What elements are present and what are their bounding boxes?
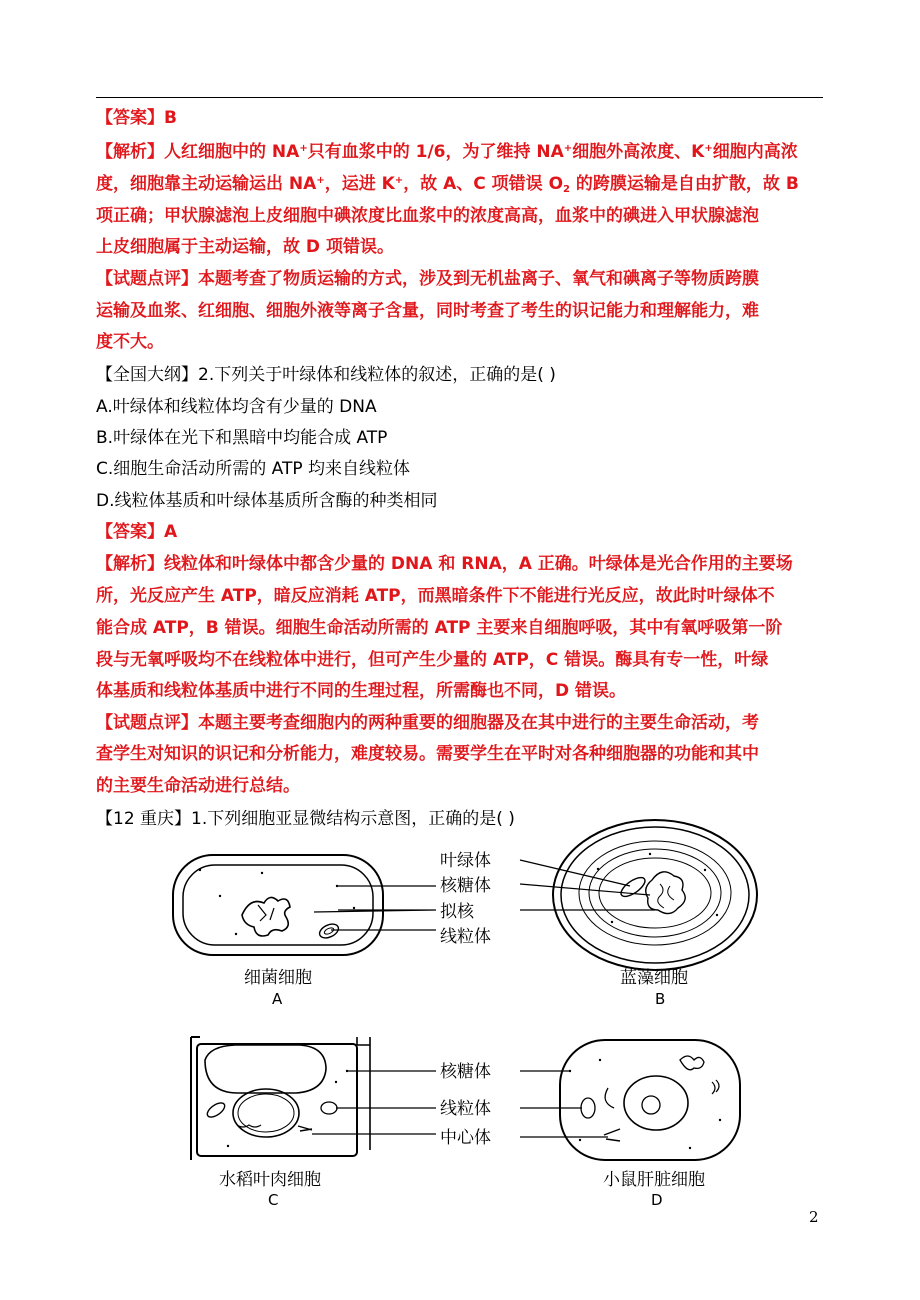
analysis-label: 【解析】 bbox=[96, 554, 164, 574]
q2-analysis-line-5: 体基质和线粒体基质中进行不同的生理过程，所需酶也不同，D 错误。 bbox=[96, 681, 627, 701]
q1-analysis-line-2: 度，细胞靠主动运输运出 NA+，运进 K+，故 A、C 项错误 $O_2$ 的跨膜运输是自由扩散，故 B bbox=[96, 174, 799, 195]
cell-d-name: 小鼠肝脏细胞 bbox=[603, 1170, 705, 1190]
label-ribosome-2: 核糖体 bbox=[440, 1062, 491, 1082]
q1-analysis-line-4: 上皮细胞属于主动运输，故 D 项错误。 bbox=[96, 237, 394, 257]
q2-comment-line-2: 查学生对知识的识记和分析能力，难度较易。需要学生在平时对各种细胞器的功能和其中 bbox=[96, 744, 759, 764]
label-mitochondrion: 线粒体 bbox=[440, 927, 491, 947]
comment-label: 【试题点评】 bbox=[96, 713, 198, 733]
q1-comment-line-2: 运输及血浆、红细胞、细胞外液等离子含量，同时考查了考生的识记能力和理解能力，难 bbox=[96, 301, 759, 321]
q2-comment-line-3: 的主要生命活动进行总结。 bbox=[96, 776, 300, 796]
q2-analysis-line-2: 所，光反应产生 ATP，暗反应消耗 ATP，而黑暗条件下不能进行光反应，故此时叶绿体不 bbox=[96, 586, 775, 606]
cell-d-mouse-liver bbox=[560, 1040, 740, 1160]
q1-comment-line-3: 度不大。 bbox=[96, 332, 164, 352]
q2-option-d: D.线粒体基质和叶绿体基质所含酶的种类相同 bbox=[96, 491, 438, 511]
label-ribosome: 核糖体 bbox=[440, 876, 491, 896]
q1-comment-line-1: 【试题点评】本题考查了物质运输的方式，涉及到无机盐离子、氧气和碘离子等物质跨膜 bbox=[96, 269, 759, 289]
answer-value: B bbox=[164, 108, 177, 128]
q2-comment-line-1: 【试题点评】本题主要考查细胞内的两种重要的细胞器及在其中进行的主要生命活动，考 bbox=[96, 713, 759, 733]
analysis-label: 【解析】 bbox=[96, 142, 164, 162]
label-chloroplast: 叶绿体 bbox=[440, 851, 491, 871]
q2-analysis-line-3: 能合成 ATP，B 错误。细胞生命活动所需的 ATP 主要来自细胞呼吸，其中有氧呼吸第一阶 bbox=[96, 618, 783, 638]
cell-d-letter: D bbox=[651, 1191, 663, 1209]
cell-a-bacterium bbox=[173, 855, 383, 955]
label-mitochondrion-2: 线粒体 bbox=[440, 1099, 491, 1119]
page-number: 2 bbox=[809, 1208, 819, 1226]
cell-b-letter: B bbox=[655, 990, 666, 1008]
q2-stem: 【全国大纲】2.下列关于叶绿体和线粒体的叙述，正确的是( ) bbox=[96, 365, 556, 385]
cell-c-name: 水稻叶肉细胞 bbox=[219, 1170, 321, 1190]
cell-c-rice-leaf bbox=[191, 1037, 370, 1160]
q2-analysis-line-1: 【解析】线粒体和叶绿体中都含少量的 DNA 和 RNA，A 正确。叶绿体是光合作用的主要场 bbox=[96, 554, 793, 574]
answer-value: A bbox=[164, 522, 178, 542]
q2-option-b: B.叶绿体在光下和黑暗中均能合成 ATP bbox=[96, 428, 388, 448]
label-centrosome: 中心体 bbox=[440, 1128, 491, 1148]
cell-c-letter: C bbox=[268, 1191, 279, 1209]
q2-option-c: C.细胞生命活动所需的 ATP 均来自线粒体 bbox=[96, 459, 411, 479]
comment-label: 【试题点评】 bbox=[96, 269, 198, 289]
answer-label: 【答案】 bbox=[96, 522, 164, 542]
q1-analysis-line-1: 【解析】人红细胞中的 NA+只有血浆中的 1/6，为了维持 NA+细胞外高浓度、K+细胞内高浓 bbox=[96, 142, 798, 162]
q2-option-a: A.叶绿体和线粒体均含有少量的 DNA bbox=[96, 397, 377, 417]
q2-analysis-line-4: 段与无氧呼吸均不在线粒体中进行，但可产生少量的 ATP，C 错误。酶具有专一性，叶绿 bbox=[96, 650, 769, 670]
q3-stem: 【12 重庆】1.下列细胞亚显微结构示意图，正确的是( ) bbox=[96, 809, 515, 829]
label-nucleoid: 拟核 bbox=[440, 902, 474, 922]
cell-b-cyanobacterium bbox=[553, 820, 757, 970]
cell-b-name: 蓝藻细胞 bbox=[620, 968, 688, 988]
answer-label: 【答案】 bbox=[96, 108, 164, 128]
cell-a-letter: A bbox=[272, 990, 283, 1008]
q1-analysis-line-3: 项正确；甲状腺滤泡上皮细胞中碘浓度比血浆中的浓度高高，血浆中的碘进入甲状腺滤泡 bbox=[96, 206, 759, 226]
cell-a-name: 细菌细胞 bbox=[244, 968, 312, 988]
